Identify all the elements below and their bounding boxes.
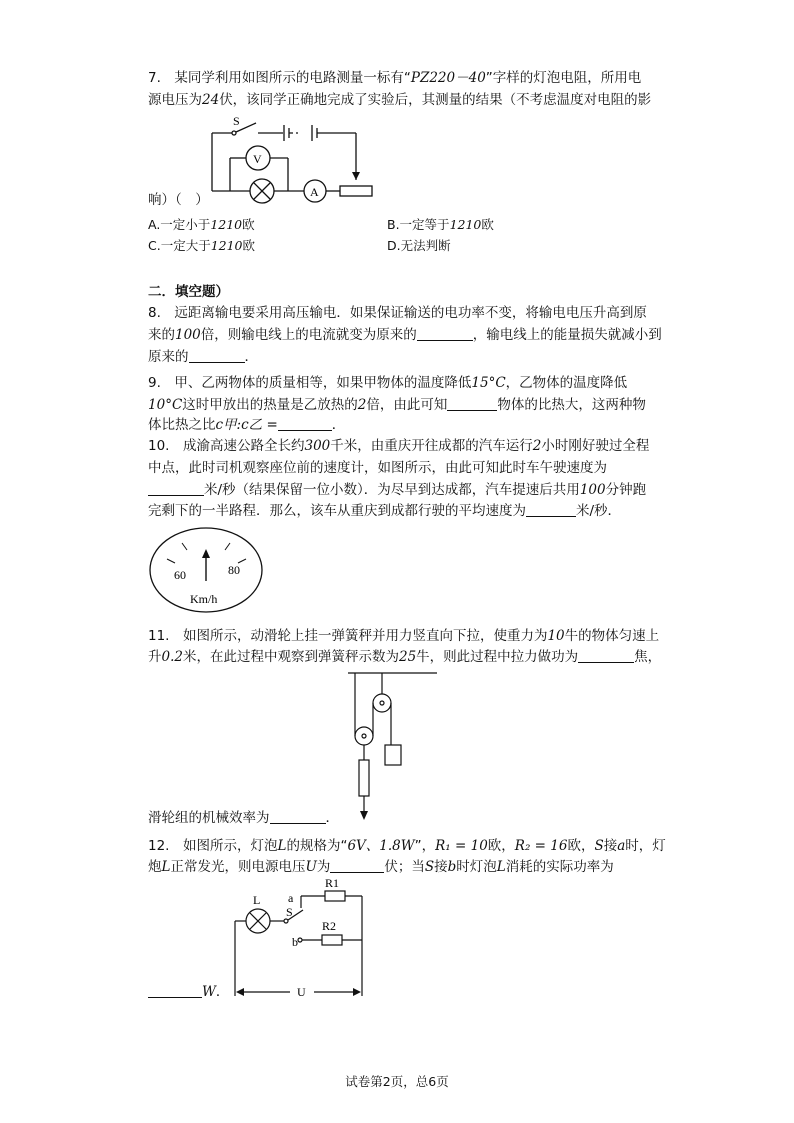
contact-b-label: b: [292, 935, 298, 949]
q11-line2: 升0.2米，在此过程中观察到弹簧秤示数为25牛，则此过程中拉力做功为 焦，: [148, 649, 662, 665]
q10-line4: 完剩下的一半路程．那么，该车从重庆到成都行驶的平均速度为 米/秒．: [148, 503, 622, 519]
q7-ammeter-label: A: [310, 185, 319, 199]
speedometer-gauge: [148, 528, 268, 618]
q10-blank-speed[interactable]: [148, 481, 204, 496]
q10-blank-average[interactable]: [526, 502, 576, 517]
gauge-unit: Km/h: [190, 592, 218, 606]
q7-circuit-diagram: [205, 112, 385, 208]
q10-line1: 10. 成渝高速公路全长约300千米，由重庆开往成都的汽车运行2小时刚好驶过全程: [148, 438, 650, 454]
q7-line2: 源电压为24伏，该同学正确地完成了实验后，其测量的结果（不考虑温度对电阻的影: [148, 92, 652, 108]
contact-a-label: a: [288, 891, 294, 905]
switch-label: S: [286, 905, 293, 919]
q8-line3: 原来的 ．: [148, 349, 258, 365]
q12-circuit-diagram: [230, 872, 370, 1000]
q9-line1: 9. 甲、乙两物体的质量相等，如果甲物体的温度降低15°C，乙物体的温度降低: [148, 375, 628, 391]
q11-line3: 滑轮组的机械效率为 ．: [148, 810, 339, 826]
gauge-label-80: 80: [228, 563, 240, 577]
pulley-diagram: [345, 670, 440, 822]
q7-option-c[interactable]: C.一定大于1210欧: [148, 238, 256, 253]
q10-line3: 米/秒（结果保留一位小数）．为尽早到达成都，汽车提速后共用100分钟跑: [148, 480, 646, 500]
q9-line3: 体比热之比c甲:c乙 = ．: [148, 417, 346, 433]
q11-blank-work[interactable]: [578, 648, 634, 663]
lamp-label: L: [253, 893, 261, 907]
q10-line2: 中点，此时司机观察座位前的速度计，如图所示，由此可知此时车午驶速度为: [148, 460, 607, 476]
page-footer: 试卷第2页，总6页: [345, 1074, 449, 1089]
pull-force-arrow: [360, 811, 368, 820]
q9-line2: 10°C这时甲放出的热量是乙放热的2倍，由此可知 物体的比热大，这两种物: [148, 397, 646, 413]
q8-blank-current[interactable]: [417, 326, 473, 341]
q7-line1: 7. 某同学利用如图所示的电路测量一标有“PZ220－40”字样的灯泡电阻，所用电: [148, 70, 642, 86]
r2-label: R2: [322, 919, 337, 933]
u-arrow-left: [236, 988, 244, 996]
q8-line1: 8. 远距离输电要采用高压输电．如果保证输送的电功率不变，将输电电压升高到原: [148, 305, 647, 321]
section-title: 二．填空题）: [148, 284, 229, 300]
q7-option-a[interactable]: A.一定小于1210欧: [148, 217, 255, 232]
q12-line3: W．: [148, 982, 229, 1002]
q12-blank-power[interactable]: [148, 983, 202, 998]
r1-label: R1: [325, 876, 340, 890]
q12-line1: 12. 如图所示，灯泡L的规格为“6V、1.8W”，R₁ = 10欧，R₂ = 16欧，S接a时，灯: [148, 838, 666, 854]
q7-line3: 响）（ ）: [148, 192, 209, 208]
q9-blank-ratio[interactable]: [278, 416, 332, 431]
u-label: U: [297, 985, 306, 999]
q7-rheostat-arrow: [352, 172, 360, 180]
q11-line1: 11. 如图所示，动滑轮上挂一弹簧秤并用力竖直向下拉，使重力为10牛的物体匀速上: [148, 628, 660, 644]
q8-blank-loss[interactable]: [189, 348, 245, 363]
q7-option-b[interactable]: B.一定等于1210欧: [387, 217, 494, 232]
q7-option-d[interactable]: D.无法判断: [387, 238, 451, 253]
q7-voltmeter-label: V: [253, 152, 262, 166]
q8-line2: 来的100倍，则输电线上的电流就变为原来的 ，输电线上的能量损失就减小到: [148, 327, 662, 343]
q12-blank-voltage[interactable]: [330, 858, 384, 873]
q9-blank-object[interactable]: [447, 396, 497, 411]
gauge-needle-arrow: [202, 549, 210, 558]
q12-line2: 炮L正常发光，则电源电压U为 伏；当S接b时灯泡L消耗的实际功率为: [148, 859, 614, 875]
gauge-label-60: 60: [174, 568, 186, 582]
q7-switch-label: S: [233, 114, 240, 128]
u-arrow-right: [353, 988, 361, 996]
q11-blank-efficiency[interactable]: [270, 809, 326, 824]
